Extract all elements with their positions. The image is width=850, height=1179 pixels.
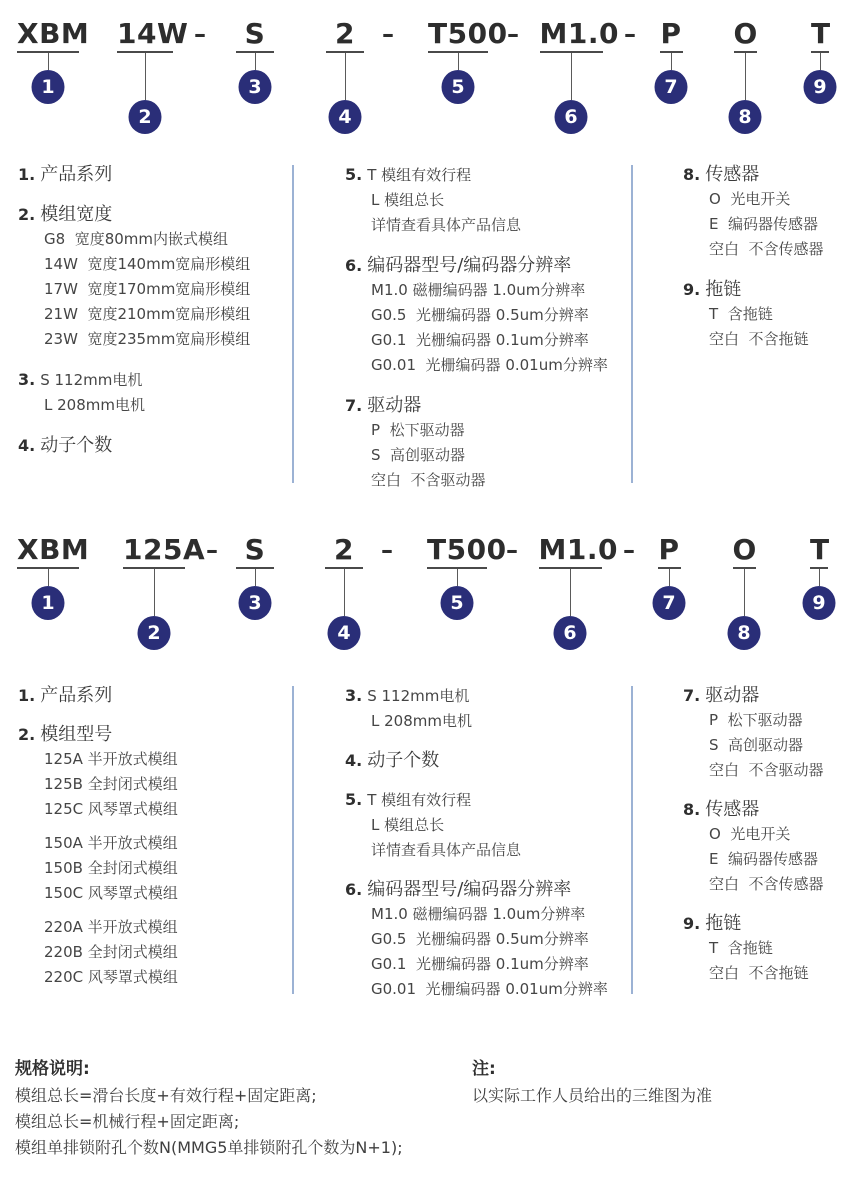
column-divider: [631, 165, 633, 483]
connector-line: [820, 53, 821, 70]
callout-circle-3: 3: [239, 586, 272, 620]
legend-group-heading: [345, 877, 630, 902]
code-text: M1.0: [538, 533, 618, 566]
legend-item: T 含拖链: [709, 939, 773, 957]
connector-line: [255, 569, 256, 586]
legend-group-title: 模组型号: [40, 724, 113, 745]
code-part-O: [732, 533, 757, 644]
callout-circle-1: 1: [32, 586, 65, 620]
code-text: O: [732, 533, 757, 566]
legend-item: 17W 宽度170mm宽扁形模组: [44, 280, 251, 298]
code-part-T: [810, 533, 830, 614]
callout-circle-9: 9: [804, 70, 837, 104]
item-spacer: [44, 906, 283, 915]
code-part-T500: [427, 533, 507, 614]
legend-group-number: 8.: [683, 800, 701, 819]
code-part-14W: [117, 17, 189, 128]
code-part-S: [236, 17, 274, 98]
legend-item: T 含拖链: [709, 305, 773, 323]
code-part-T500: [428, 17, 508, 98]
legend-group-title: 产品系列: [40, 164, 113, 185]
code-text: P: [660, 17, 682, 50]
remark-note-line: 以实际工作人员给出的三维图为准: [472, 1086, 713, 1105]
legend-column-2: [345, 162, 630, 508]
legend-group-heading: [345, 748, 630, 773]
legend-item: L 208mm电机: [44, 396, 145, 414]
model-code-diagram-bottom: [0, 534, 850, 684]
legend-group-items: [371, 278, 630, 378]
callout-circle-6: 6: [555, 100, 588, 134]
legend-group-number: 1.: [18, 686, 36, 705]
legend-item: E 编码器传感器: [709, 215, 819, 233]
legend-group-3: [345, 683, 630, 734]
legend-group-items: [709, 936, 843, 986]
spec-note-line: 模组总长=机械行程+固定距离;: [15, 1112, 240, 1131]
legend-group-6: [345, 253, 630, 378]
legend-group-items: [44, 393, 283, 418]
legend-section-bottom: [0, 683, 850, 998]
legend-item: 空白 不含拖链: [709, 964, 809, 982]
code-text: 14W: [117, 17, 189, 50]
legend-item: 空白 不含驱动器: [371, 471, 486, 489]
legend-group-items: [371, 902, 630, 1002]
legend-group-number: 5.: [345, 165, 363, 184]
legend-group-number: 8.: [683, 165, 701, 184]
legend-item: 空白 不含传感器: [709, 875, 824, 893]
legend-group-1: [18, 162, 283, 187]
legend-group-2: [18, 202, 283, 352]
legend-group-title: 动子个数: [40, 435, 113, 456]
legend-group-title: 编码器型号/编码器分辨率: [367, 255, 572, 276]
connector-line: [344, 569, 345, 616]
legend-item: 21W 宽度210mm宽扁形模组: [44, 305, 251, 323]
column-divider: [292, 165, 294, 483]
legend-item: 220A 半开放式模组: [44, 918, 178, 936]
legend-item: P 松下驱动器: [709, 711, 803, 729]
legend-item: 220B 全封闭式模组: [44, 943, 178, 961]
code-text: O: [733, 17, 758, 50]
column-divider: [631, 686, 633, 994]
spec-note-line: 模组总长=滑台长度+有效行程+固定距离;: [15, 1086, 317, 1105]
connector-line: [48, 569, 49, 586]
legend-item: G0.1 光栅编码器 0.1um分辨率: [371, 331, 589, 349]
code-text: 125A: [123, 533, 206, 566]
remark-notes: [472, 1056, 712, 1109]
legend-group-heading: [18, 162, 283, 187]
code-part-S: [236, 533, 274, 614]
legend-column-2: [345, 683, 630, 1016]
dash-separator: –: [506, 536, 518, 564]
legend-item: S 高创驱动器: [709, 736, 804, 754]
code-part-P: [658, 533, 681, 614]
legend-group-heading: [345, 162, 630, 188]
legend-group-9: [683, 911, 843, 986]
legend-group-heading: [683, 797, 843, 822]
legend-group-number: 9.: [683, 914, 701, 933]
legend-group-title: T 模组有效行程: [367, 791, 472, 809]
legend-group-heading: [683, 683, 843, 708]
callout-circle-6: 6: [554, 616, 587, 650]
spec-notes-title: 规格说明:: [15, 1059, 90, 1079]
column-divider: [292, 686, 294, 994]
code-part-125A: [123, 533, 206, 644]
legend-item: G0.01 光栅编码器 0.01um分辨率: [371, 356, 608, 374]
legend-group-heading: [18, 683, 283, 708]
legend-section-top: [0, 162, 850, 489]
legend-group-title: 产品系列: [40, 685, 113, 706]
legend-group-title: T 模组有效行程: [367, 166, 472, 184]
legend-item: 详情查看具体产品信息: [371, 841, 522, 859]
legend-group-heading: [683, 277, 843, 302]
callout-circle-5: 5: [441, 586, 474, 620]
legend-group-title: S 112mm电机: [40, 371, 143, 389]
legend-item: 125B 全封闭式模组: [44, 775, 178, 793]
code-text: XBM: [17, 17, 90, 50]
connector-line: [744, 569, 745, 616]
legend-column-3: [683, 162, 843, 367]
legend-group-title: 拖链: [705, 279, 742, 300]
legend-group-items: [44, 227, 283, 352]
legend-group-heading: [18, 722, 283, 747]
connector-line: [819, 569, 820, 586]
code-text: T: [810, 533, 830, 566]
legend-item: 14W 宽度140mm宽扁形模组: [44, 255, 251, 273]
legend-group-title: 驱动器: [705, 685, 760, 706]
legend-item: 150B 全封闭式模组: [44, 859, 178, 877]
legend-group-heading: [683, 911, 843, 936]
code-text: P: [658, 533, 680, 566]
legend-item: 空白 不含拖链: [709, 330, 809, 348]
code-part-2: [325, 533, 363, 644]
legend-group-items: [44, 747, 283, 990]
legend-item: 150A 半开放式模组: [44, 834, 178, 852]
dash-separator: –: [507, 20, 519, 48]
legend-group-number: 7.: [683, 686, 701, 705]
legend-group-title: 传感器: [705, 164, 760, 185]
code-part-T: [811, 17, 831, 98]
legend-group-number: 5.: [345, 790, 363, 809]
spec-notes-lines: [15, 1083, 403, 1161]
code-part-P: [660, 17, 683, 98]
spec-notes: [15, 1056, 403, 1161]
legend-item: 空白 不含驱动器: [709, 761, 824, 779]
legend-group-title: 拖链: [705, 913, 742, 934]
code-text: S: [244, 17, 266, 50]
connector-line: [255, 53, 256, 70]
callout-circle-1: 1: [32, 70, 65, 104]
legend-item: M1.0 磁栅编码器 1.0um分辨率: [371, 905, 586, 923]
connector-line: [345, 53, 346, 100]
legend-group-number: 6.: [345, 880, 363, 899]
legend-group-items: [709, 302, 843, 352]
code-part-2: [326, 17, 364, 128]
code-text: T: [811, 17, 831, 50]
legend-group-heading: [18, 433, 283, 458]
legend-item: 150C 风琴罩式模组: [44, 884, 178, 902]
legend-group-number: 4.: [18, 436, 36, 455]
callout-circle-8: 8: [728, 616, 761, 650]
code-part-M1.0: [539, 17, 619, 128]
remark-notes-lines: [472, 1083, 712, 1109]
legend-group-title: 传感器: [705, 799, 760, 820]
legend-item: P 松下驱动器: [371, 421, 465, 439]
legend-group-items: [709, 708, 843, 783]
callout-circle-2: 2: [129, 100, 162, 134]
connector-line: [669, 569, 670, 586]
legend-column-1: [18, 683, 283, 1004]
code-part-XBM: [17, 17, 90, 98]
legend-group-heading: [18, 202, 283, 227]
legend-group-title: 驱动器: [367, 395, 422, 416]
legend-item: 详情查看具体产品信息: [371, 216, 522, 234]
remark-notes-title: 注:: [472, 1059, 496, 1079]
legend-item: G0.5 光栅编码器 0.5um分辨率: [371, 306, 589, 324]
connector-line: [154, 569, 155, 616]
legend-item: 125C 风琴罩式模组: [44, 800, 178, 818]
legend-group-heading: [345, 393, 630, 418]
connector-line: [571, 53, 572, 100]
legend-group-4: [18, 433, 283, 458]
legend-group-items: [709, 187, 843, 262]
legend-group-1: [18, 683, 283, 708]
legend-group-heading: [18, 367, 283, 393]
connector-line: [671, 53, 672, 70]
code-text: M1.0: [539, 17, 619, 50]
legend-group-6: [345, 877, 630, 1002]
connector-line: [48, 53, 49, 70]
legend-item: G0.1 光栅编码器 0.1um分辨率: [371, 955, 589, 973]
legend-group-8: [683, 162, 843, 262]
callout-circle-3: 3: [239, 70, 272, 104]
legend-group-7: [345, 393, 630, 493]
dash-separator: –: [624, 20, 636, 48]
legend-group-heading: [345, 253, 630, 278]
callout-circle-9: 9: [803, 586, 836, 620]
legend-group-number: 6.: [345, 256, 363, 275]
connector-line: [570, 569, 571, 616]
legend-group-4: [345, 748, 630, 773]
code-text: 2: [335, 17, 355, 50]
spec-note-line: 模组单排锁附孔个数N(MMG5单排锁附孔个数为N+1);: [15, 1138, 403, 1157]
legend-group-9: [683, 277, 843, 352]
connector-line: [745, 53, 746, 100]
dash-separator: –: [206, 536, 218, 564]
legend-group-heading: [345, 683, 630, 709]
model-code-diagram-top: [0, 18, 850, 168]
legend-group-title: 编码器型号/编码器分辨率: [367, 879, 572, 900]
legend-group-title: 动子个数: [367, 750, 440, 771]
legend-item: G0.5 光栅编码器 0.5um分辨率: [371, 930, 589, 948]
legend-item: 220C 风琴罩式模组: [44, 968, 178, 986]
dash-separator: –: [194, 20, 206, 48]
legend-group-items: [371, 813, 630, 863]
dash-separator: –: [382, 20, 394, 48]
legend-group-3: [18, 367, 283, 418]
dash-separator: –: [381, 536, 393, 564]
legend-group-title: 模组宽度: [40, 204, 113, 225]
callout-circle-2: 2: [138, 616, 171, 650]
code-text: XBM: [17, 533, 90, 566]
legend-group-8: [683, 797, 843, 897]
legend-group-number: 7.: [345, 396, 363, 415]
dash-separator: –: [623, 536, 635, 564]
legend-group-heading: [345, 787, 630, 813]
callout-circle-4: 4: [328, 616, 361, 650]
code-part-O: [733, 17, 758, 128]
callout-circle-7: 7: [655, 70, 688, 104]
legend-group-number: 4.: [345, 751, 363, 770]
legend-item: L 模组总长: [371, 191, 445, 209]
legend-group-items: [371, 188, 630, 238]
callout-circle-7: 7: [653, 586, 686, 620]
legend-group-7: [683, 683, 843, 783]
legend-column-1: [18, 162, 283, 473]
legend-item: 23W 宽度235mm宽扁形模组: [44, 330, 251, 348]
legend-item: S 高创驱动器: [371, 446, 466, 464]
legend-group-number: 3.: [345, 686, 363, 705]
legend-group-number: 2.: [18, 725, 36, 744]
legend-item: G0.01 光栅编码器 0.01um分辨率: [371, 980, 608, 998]
legend-item: O 光电开关: [709, 825, 791, 843]
legend-group-number: 2.: [18, 205, 36, 224]
legend-item: G8 宽度80mm内嵌式模组: [44, 230, 229, 248]
legend-item: M1.0 磁栅编码器 1.0um分辨率: [371, 281, 586, 299]
code-text: S: [244, 533, 266, 566]
code-part-XBM: [17, 533, 90, 614]
connector-line: [457, 569, 458, 586]
legend-group-5: [345, 162, 630, 238]
legend-item: L 208mm电机: [371, 712, 472, 730]
code-part-M1.0: [538, 533, 618, 644]
legend-item: L 模组总长: [371, 816, 445, 834]
code-text: T500: [428, 17, 508, 50]
legend-group-2: [18, 722, 283, 990]
callout-circle-8: 8: [729, 100, 762, 134]
legend-group-heading: [683, 162, 843, 187]
legend-item: 125A 半开放式模组: [44, 750, 178, 768]
legend-group-items: [371, 709, 630, 734]
code-text: 2: [334, 533, 354, 566]
item-spacer: [44, 822, 283, 831]
legend-group-number: 3.: [18, 370, 36, 389]
connector-line: [145, 53, 146, 100]
callout-circle-4: 4: [329, 100, 362, 134]
legend-group-items: [371, 418, 630, 493]
legend-group-number: 9.: [683, 280, 701, 299]
code-text: T500: [427, 533, 507, 566]
legend-item: E 编码器传感器: [709, 850, 819, 868]
legend-item: 空白 不含传感器: [709, 240, 824, 258]
legend-item: O 光电开关: [709, 190, 791, 208]
legend-group-5: [345, 787, 630, 863]
legend-column-3: [683, 683, 843, 1000]
callout-circle-5: 5: [442, 70, 475, 104]
connector-line: [458, 53, 459, 70]
legend-group-items: [709, 822, 843, 897]
legend-group-number: 1.: [18, 165, 36, 184]
legend-group-title: S 112mm电机: [367, 687, 470, 705]
